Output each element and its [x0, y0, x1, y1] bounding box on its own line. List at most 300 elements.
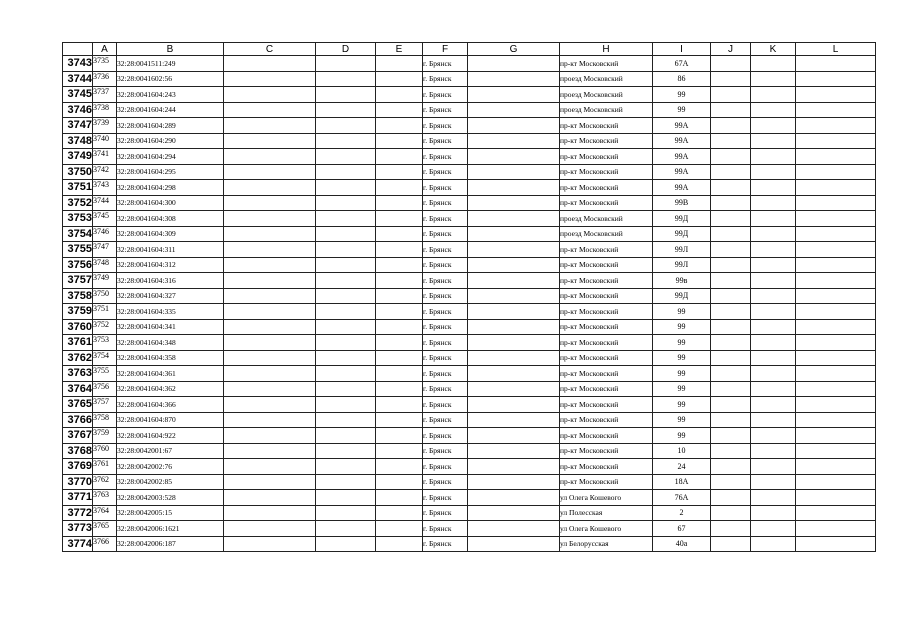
row-number[interactable]: 3743: [63, 56, 93, 72]
cell-e[interactable]: [376, 102, 423, 118]
cell-i-house[interactable]: 99: [653, 335, 711, 351]
cell-e[interactable]: [376, 71, 423, 87]
cell-a[interactable]: 3736: [93, 71, 117, 87]
cell-l[interactable]: [796, 366, 876, 382]
cell-k[interactable]: [751, 459, 796, 475]
cell-b-cadastral-number[interactable]: 32:28:0042001:67: [117, 443, 224, 459]
cell-d[interactable]: [316, 87, 376, 103]
cell-g[interactable]: [468, 164, 560, 180]
cell-l[interactable]: [796, 536, 876, 552]
cell-l[interactable]: [796, 521, 876, 537]
cell-l[interactable]: [796, 335, 876, 351]
cell-l[interactable]: [796, 350, 876, 366]
cell-e[interactable]: [376, 242, 423, 258]
cell-g[interactable]: [468, 71, 560, 87]
cell-j[interactable]: [711, 133, 751, 149]
column-header-i[interactable]: I: [653, 43, 711, 56]
cell-c[interactable]: [224, 149, 316, 165]
cell-i-house[interactable]: 24: [653, 459, 711, 475]
cell-c[interactable]: [224, 118, 316, 134]
row-number[interactable]: 3771: [63, 490, 93, 506]
cell-j[interactable]: [711, 71, 751, 87]
cell-f-city[interactable]: г. Брянск: [423, 87, 468, 103]
cell-e[interactable]: [376, 288, 423, 304]
row-number[interactable]: 3754: [63, 226, 93, 242]
cell-l[interactable]: [796, 71, 876, 87]
cell-i-house[interactable]: 99А: [653, 133, 711, 149]
cell-c[interactable]: [224, 381, 316, 397]
cell-f-city[interactable]: г. Брянск: [423, 242, 468, 258]
cell-j[interactable]: [711, 443, 751, 459]
cell-h-street[interactable]: пр-кт Московский: [560, 335, 653, 351]
cell-c[interactable]: [224, 164, 316, 180]
cell-k[interactable]: [751, 164, 796, 180]
cell-i-house[interactable]: 99: [653, 102, 711, 118]
cell-i-house[interactable]: 99А: [653, 118, 711, 134]
row-number[interactable]: 3773: [63, 521, 93, 537]
column-header-f[interactable]: F: [423, 43, 468, 56]
cell-c[interactable]: [224, 102, 316, 118]
cell-a[interactable]: 3741: [93, 149, 117, 165]
cell-k[interactable]: [751, 366, 796, 382]
cell-k[interactable]: [751, 226, 796, 242]
cell-k[interactable]: [751, 412, 796, 428]
cell-g[interactable]: [468, 273, 560, 289]
row-number[interactable]: 3757: [63, 273, 93, 289]
cell-k[interactable]: [751, 211, 796, 227]
cell-f-city[interactable]: г. Брянск: [423, 412, 468, 428]
cell-k[interactable]: [751, 443, 796, 459]
cell-h-street[interactable]: пр-кт Московский: [560, 381, 653, 397]
cell-e[interactable]: [376, 56, 423, 72]
cell-j[interactable]: [711, 288, 751, 304]
cell-h-street[interactable]: пр-кт Московский: [560, 397, 653, 413]
cell-k[interactable]: [751, 335, 796, 351]
cell-g[interactable]: [468, 87, 560, 103]
cell-k[interactable]: [751, 288, 796, 304]
cell-b-cadastral-number[interactable]: 32:28:0041604:300: [117, 195, 224, 211]
cell-h-street[interactable]: проезд Московский: [560, 211, 653, 227]
cell-d[interactable]: [316, 428, 376, 444]
cell-d[interactable]: [316, 521, 376, 537]
cell-g[interactable]: [468, 226, 560, 242]
cell-d[interactable]: [316, 490, 376, 506]
cell-g[interactable]: [468, 257, 560, 273]
cell-j[interactable]: [711, 335, 751, 351]
cell-b-cadastral-number[interactable]: 32:28:0042003:528: [117, 490, 224, 506]
cell-g[interactable]: [468, 195, 560, 211]
cell-l[interactable]: [796, 87, 876, 103]
cell-i-house[interactable]: 99А: [653, 149, 711, 165]
cell-d[interactable]: [316, 459, 376, 475]
cell-g[interactable]: [468, 350, 560, 366]
cell-c[interactable]: [224, 366, 316, 382]
cell-a[interactable]: 3742: [93, 164, 117, 180]
cell-f-city[interactable]: г. Брянск: [423, 304, 468, 320]
cell-l[interactable]: [796, 149, 876, 165]
cell-d[interactable]: [316, 412, 376, 428]
cell-j[interactable]: [711, 56, 751, 72]
cell-i-house[interactable]: 2: [653, 505, 711, 521]
cell-k[interactable]: [751, 133, 796, 149]
cell-l[interactable]: [796, 459, 876, 475]
cell-d[interactable]: [316, 536, 376, 552]
row-number[interactable]: 3761: [63, 335, 93, 351]
cell-d[interactable]: [316, 71, 376, 87]
column-header-a[interactable]: A: [93, 43, 117, 56]
cell-h-street[interactable]: пр-кт Московский: [560, 118, 653, 134]
cell-k[interactable]: [751, 397, 796, 413]
row-number[interactable]: 3766: [63, 412, 93, 428]
cell-k[interactable]: [751, 242, 796, 258]
cell-b-cadastral-number[interactable]: 32:28:0041604:316: [117, 273, 224, 289]
cell-g[interactable]: [468, 288, 560, 304]
cell-a[interactable]: 3762: [93, 474, 117, 490]
cell-f-city[interactable]: г. Брянск: [423, 118, 468, 134]
cell-l[interactable]: [796, 118, 876, 134]
cell-g[interactable]: [468, 536, 560, 552]
cell-e[interactable]: [376, 443, 423, 459]
cell-c[interactable]: [224, 412, 316, 428]
cell-g[interactable]: [468, 133, 560, 149]
cell-l[interactable]: [796, 56, 876, 72]
cell-l[interactable]: [796, 505, 876, 521]
cell-i-house[interactable]: 99: [653, 319, 711, 335]
cell-l[interactable]: [796, 490, 876, 506]
cell-l[interactable]: [796, 428, 876, 444]
cell-i-house[interactable]: 99в: [653, 273, 711, 289]
cell-h-street[interactable]: пр-кт Московский: [560, 149, 653, 165]
cell-c[interactable]: [224, 195, 316, 211]
cell-e[interactable]: [376, 226, 423, 242]
cell-d[interactable]: [316, 273, 376, 289]
cell-e[interactable]: [376, 521, 423, 537]
cell-f-city[interactable]: г. Брянск: [423, 381, 468, 397]
cell-a[interactable]: 3757: [93, 397, 117, 413]
cell-c[interactable]: [224, 319, 316, 335]
cell-a[interactable]: 3756: [93, 381, 117, 397]
cell-k[interactable]: [751, 180, 796, 196]
cell-a[interactable]: 3755: [93, 366, 117, 382]
cell-f-city[interactable]: г. Брянск: [423, 319, 468, 335]
cell-f-city[interactable]: г. Брянск: [423, 273, 468, 289]
cell-c[interactable]: [224, 521, 316, 537]
cell-i-house[interactable]: 10: [653, 443, 711, 459]
cell-f-city[interactable]: г. Брянск: [423, 211, 468, 227]
cell-g[interactable]: [468, 118, 560, 134]
cell-f-city[interactable]: г. Брянск: [423, 102, 468, 118]
row-number[interactable]: 3762: [63, 350, 93, 366]
cell-i-house[interactable]: 76А: [653, 490, 711, 506]
row-number[interactable]: 3753: [63, 211, 93, 227]
row-number[interactable]: 3744: [63, 71, 93, 87]
cell-k[interactable]: [751, 521, 796, 537]
cell-i-house[interactable]: 99Д: [653, 226, 711, 242]
cell-b-cadastral-number[interactable]: 32:28:0042002:76: [117, 459, 224, 475]
cell-k[interactable]: [751, 474, 796, 490]
cell-l[interactable]: [796, 443, 876, 459]
cell-c[interactable]: [224, 56, 316, 72]
cell-j[interactable]: [711, 273, 751, 289]
cell-b-cadastral-number[interactable]: 32:28:0041604:348: [117, 335, 224, 351]
cell-b-cadastral-number[interactable]: 32:28:0041604:870: [117, 412, 224, 428]
cell-d[interactable]: [316, 474, 376, 490]
cell-h-street[interactable]: пр-кт Московский: [560, 164, 653, 180]
cell-d[interactable]: [316, 257, 376, 273]
cell-k[interactable]: [751, 56, 796, 72]
cell-i-house[interactable]: 99Д: [653, 288, 711, 304]
cell-l[interactable]: [796, 381, 876, 397]
cell-f-city[interactable]: г. Брянск: [423, 257, 468, 273]
cell-e[interactable]: [376, 164, 423, 180]
cell-e[interactable]: [376, 304, 423, 320]
cell-j[interactable]: [711, 381, 751, 397]
cell-i-house[interactable]: 99: [653, 381, 711, 397]
cell-j[interactable]: [711, 304, 751, 320]
cell-d[interactable]: [316, 443, 376, 459]
cell-e[interactable]: [376, 366, 423, 382]
cell-j[interactable]: [711, 118, 751, 134]
cell-g[interactable]: [468, 335, 560, 351]
cell-a[interactable]: 3759: [93, 428, 117, 444]
column-header-h[interactable]: H: [560, 43, 653, 56]
cell-d[interactable]: [316, 304, 376, 320]
cell-j[interactable]: [711, 87, 751, 103]
cell-f-city[interactable]: г. Брянск: [423, 521, 468, 537]
cell-e[interactable]: [376, 118, 423, 134]
cell-h-street[interactable]: проезд Московский: [560, 226, 653, 242]
cell-k[interactable]: [751, 428, 796, 444]
corner-cell[interactable]: [63, 43, 93, 56]
cell-d[interactable]: [316, 335, 376, 351]
cell-k[interactable]: [751, 350, 796, 366]
cell-h-street[interactable]: проезд Московский: [560, 102, 653, 118]
cell-e[interactable]: [376, 505, 423, 521]
cell-h-street[interactable]: ул Белорусская: [560, 536, 653, 552]
cell-k[interactable]: [751, 536, 796, 552]
cell-i-house[interactable]: 99Л: [653, 257, 711, 273]
cell-c[interactable]: [224, 242, 316, 258]
cell-d[interactable]: [316, 211, 376, 227]
cell-k[interactable]: [751, 71, 796, 87]
cell-g[interactable]: [468, 319, 560, 335]
cell-f-city[interactable]: г. Брянск: [423, 428, 468, 444]
cell-j[interactable]: [711, 257, 751, 273]
column-header-d[interactable]: D: [316, 43, 376, 56]
cell-j[interactable]: [711, 521, 751, 537]
cell-d[interactable]: [316, 242, 376, 258]
cell-h-street[interactable]: пр-кт Московский: [560, 257, 653, 273]
cell-h-street[interactable]: пр-кт Московский: [560, 56, 653, 72]
cell-g[interactable]: [468, 521, 560, 537]
cell-b-cadastral-number[interactable]: 32:28:0041604:294: [117, 149, 224, 165]
cell-b-cadastral-number[interactable]: 32:28:0041604:358: [117, 350, 224, 366]
cell-f-city[interactable]: г. Брянск: [423, 180, 468, 196]
cell-d[interactable]: [316, 180, 376, 196]
cell-a[interactable]: 3753: [93, 335, 117, 351]
row-number[interactable]: 3758: [63, 288, 93, 304]
cell-c[interactable]: [224, 71, 316, 87]
cell-g[interactable]: [468, 242, 560, 258]
cell-c[interactable]: [224, 273, 316, 289]
cell-j[interactable]: [711, 149, 751, 165]
cell-f-city[interactable]: г. Брянск: [423, 536, 468, 552]
cell-h-street[interactable]: пр-кт Московский: [560, 133, 653, 149]
cell-a[interactable]: 3744: [93, 195, 117, 211]
cell-b-cadastral-number[interactable]: 32:28:0041604:309: [117, 226, 224, 242]
cell-f-city[interactable]: г. Брянск: [423, 195, 468, 211]
cell-d[interactable]: [316, 102, 376, 118]
row-number[interactable]: 3759: [63, 304, 93, 320]
cell-c[interactable]: [224, 505, 316, 521]
cell-a[interactable]: 3746: [93, 226, 117, 242]
cell-l[interactable]: [796, 180, 876, 196]
cell-j[interactable]: [711, 536, 751, 552]
cell-d[interactable]: [316, 366, 376, 382]
cell-g[interactable]: [468, 443, 560, 459]
cell-f-city[interactable]: г. Брянск: [423, 443, 468, 459]
cell-l[interactable]: [796, 319, 876, 335]
cell-e[interactable]: [376, 87, 423, 103]
cell-d[interactable]: [316, 149, 376, 165]
cell-l[interactable]: [796, 412, 876, 428]
cell-c[interactable]: [224, 304, 316, 320]
cell-h-street[interactable]: пр-кт Московский: [560, 350, 653, 366]
cell-j[interactable]: [711, 505, 751, 521]
cell-e[interactable]: [376, 319, 423, 335]
row-number[interactable]: 3750: [63, 164, 93, 180]
cell-b-cadastral-number[interactable]: 32:28:0041604:295: [117, 164, 224, 180]
cell-f-city[interactable]: г. Брянск: [423, 459, 468, 475]
cell-d[interactable]: [316, 133, 376, 149]
cell-e[interactable]: [376, 428, 423, 444]
cell-e[interactable]: [376, 180, 423, 196]
cell-d[interactable]: [316, 505, 376, 521]
cell-d[interactable]: [316, 381, 376, 397]
cell-d[interactable]: [316, 319, 376, 335]
cell-b-cadastral-number[interactable]: 32:28:0041604:298: [117, 180, 224, 196]
row-number[interactable]: 3765: [63, 397, 93, 413]
cell-a[interactable]: 3751: [93, 304, 117, 320]
cell-c[interactable]: [224, 459, 316, 475]
cell-c[interactable]: [224, 87, 316, 103]
cell-a[interactable]: 3754: [93, 350, 117, 366]
cell-e[interactable]: [376, 335, 423, 351]
cell-f-city[interactable]: г. Брянск: [423, 505, 468, 521]
cell-j[interactable]: [711, 490, 751, 506]
row-number[interactable]: 3768: [63, 443, 93, 459]
cell-l[interactable]: [796, 242, 876, 258]
cell-i-house[interactable]: 99А: [653, 180, 711, 196]
cell-f-city[interactable]: г. Брянск: [423, 56, 468, 72]
cell-e[interactable]: [376, 490, 423, 506]
cell-d[interactable]: [316, 164, 376, 180]
cell-i-house[interactable]: 99В: [653, 195, 711, 211]
cell-e[interactable]: [376, 350, 423, 366]
cell-j[interactable]: [711, 459, 751, 475]
cell-j[interactable]: [711, 102, 751, 118]
cell-c[interactable]: [224, 474, 316, 490]
cell-a[interactable]: 3752: [93, 319, 117, 335]
cell-f-city[interactable]: г. Брянск: [423, 71, 468, 87]
row-number[interactable]: 3749: [63, 149, 93, 165]
cell-l[interactable]: [796, 211, 876, 227]
cell-k[interactable]: [751, 102, 796, 118]
cell-a[interactable]: 3766: [93, 536, 117, 552]
cell-i-house[interactable]: 99: [653, 87, 711, 103]
cell-h-street[interactable]: пр-кт Московский: [560, 366, 653, 382]
cell-d[interactable]: [316, 226, 376, 242]
cell-g[interactable]: [468, 412, 560, 428]
cell-a[interactable]: 3745: [93, 211, 117, 227]
cell-l[interactable]: [796, 133, 876, 149]
cell-f-city[interactable]: г. Брянск: [423, 490, 468, 506]
cell-i-house[interactable]: 99: [653, 304, 711, 320]
row-number[interactable]: 3756: [63, 257, 93, 273]
cell-h-street[interactable]: пр-кт Московский: [560, 180, 653, 196]
cell-c[interactable]: [224, 226, 316, 242]
cell-f-city[interactable]: г. Брянск: [423, 288, 468, 304]
cell-f-city[interactable]: г. Брянск: [423, 149, 468, 165]
cell-k[interactable]: [751, 490, 796, 506]
cell-k[interactable]: [751, 319, 796, 335]
cell-c[interactable]: [224, 180, 316, 196]
column-header-j[interactable]: J: [711, 43, 751, 56]
cell-a[interactable]: 3737: [93, 87, 117, 103]
cell-d[interactable]: [316, 195, 376, 211]
row-number[interactable]: 3746: [63, 102, 93, 118]
cell-a[interactable]: 3748: [93, 257, 117, 273]
row-number[interactable]: 3767: [63, 428, 93, 444]
cell-l[interactable]: [796, 195, 876, 211]
cell-g[interactable]: [468, 459, 560, 475]
cell-g[interactable]: [468, 180, 560, 196]
cell-h-street[interactable]: ул Олега Кошевого: [560, 521, 653, 537]
cell-h-street[interactable]: пр-кт Московский: [560, 273, 653, 289]
cell-f-city[interactable]: г. Брянск: [423, 164, 468, 180]
cell-a[interactable]: 3758: [93, 412, 117, 428]
cell-f-city[interactable]: г. Брянск: [423, 397, 468, 413]
cell-g[interactable]: [468, 490, 560, 506]
cell-j[interactable]: [711, 366, 751, 382]
cell-i-house[interactable]: 67: [653, 521, 711, 537]
cell-g[interactable]: [468, 211, 560, 227]
cell-h-street[interactable]: ул Полесская: [560, 505, 653, 521]
cell-f-city[interactable]: г. Брянск: [423, 226, 468, 242]
cell-j[interactable]: [711, 195, 751, 211]
cell-d[interactable]: [316, 56, 376, 72]
column-header-c[interactable]: C: [224, 43, 316, 56]
cell-a[interactable]: 3735: [93, 56, 117, 72]
cell-b-cadastral-number[interactable]: 32:28:0041602:56: [117, 71, 224, 87]
cell-b-cadastral-number[interactable]: 32:28:0041511:249: [117, 56, 224, 72]
cell-i-house[interactable]: 99: [653, 428, 711, 444]
row-number[interactable]: 3745: [63, 87, 93, 103]
cell-j[interactable]: [711, 180, 751, 196]
cell-k[interactable]: [751, 87, 796, 103]
cell-i-house[interactable]: 86: [653, 71, 711, 87]
cell-e[interactable]: [376, 211, 423, 227]
row-number[interactable]: 3748: [63, 133, 93, 149]
cell-a[interactable]: 3739: [93, 118, 117, 134]
cell-l[interactable]: [796, 304, 876, 320]
column-header-e[interactable]: E: [376, 43, 423, 56]
cell-f-city[interactable]: г. Брянск: [423, 350, 468, 366]
cell-b-cadastral-number[interactable]: 32:28:0042006:187: [117, 536, 224, 552]
cell-h-street[interactable]: пр-кт Московский: [560, 474, 653, 490]
cell-d[interactable]: [316, 397, 376, 413]
cell-h-street[interactable]: пр-кт Московский: [560, 242, 653, 258]
